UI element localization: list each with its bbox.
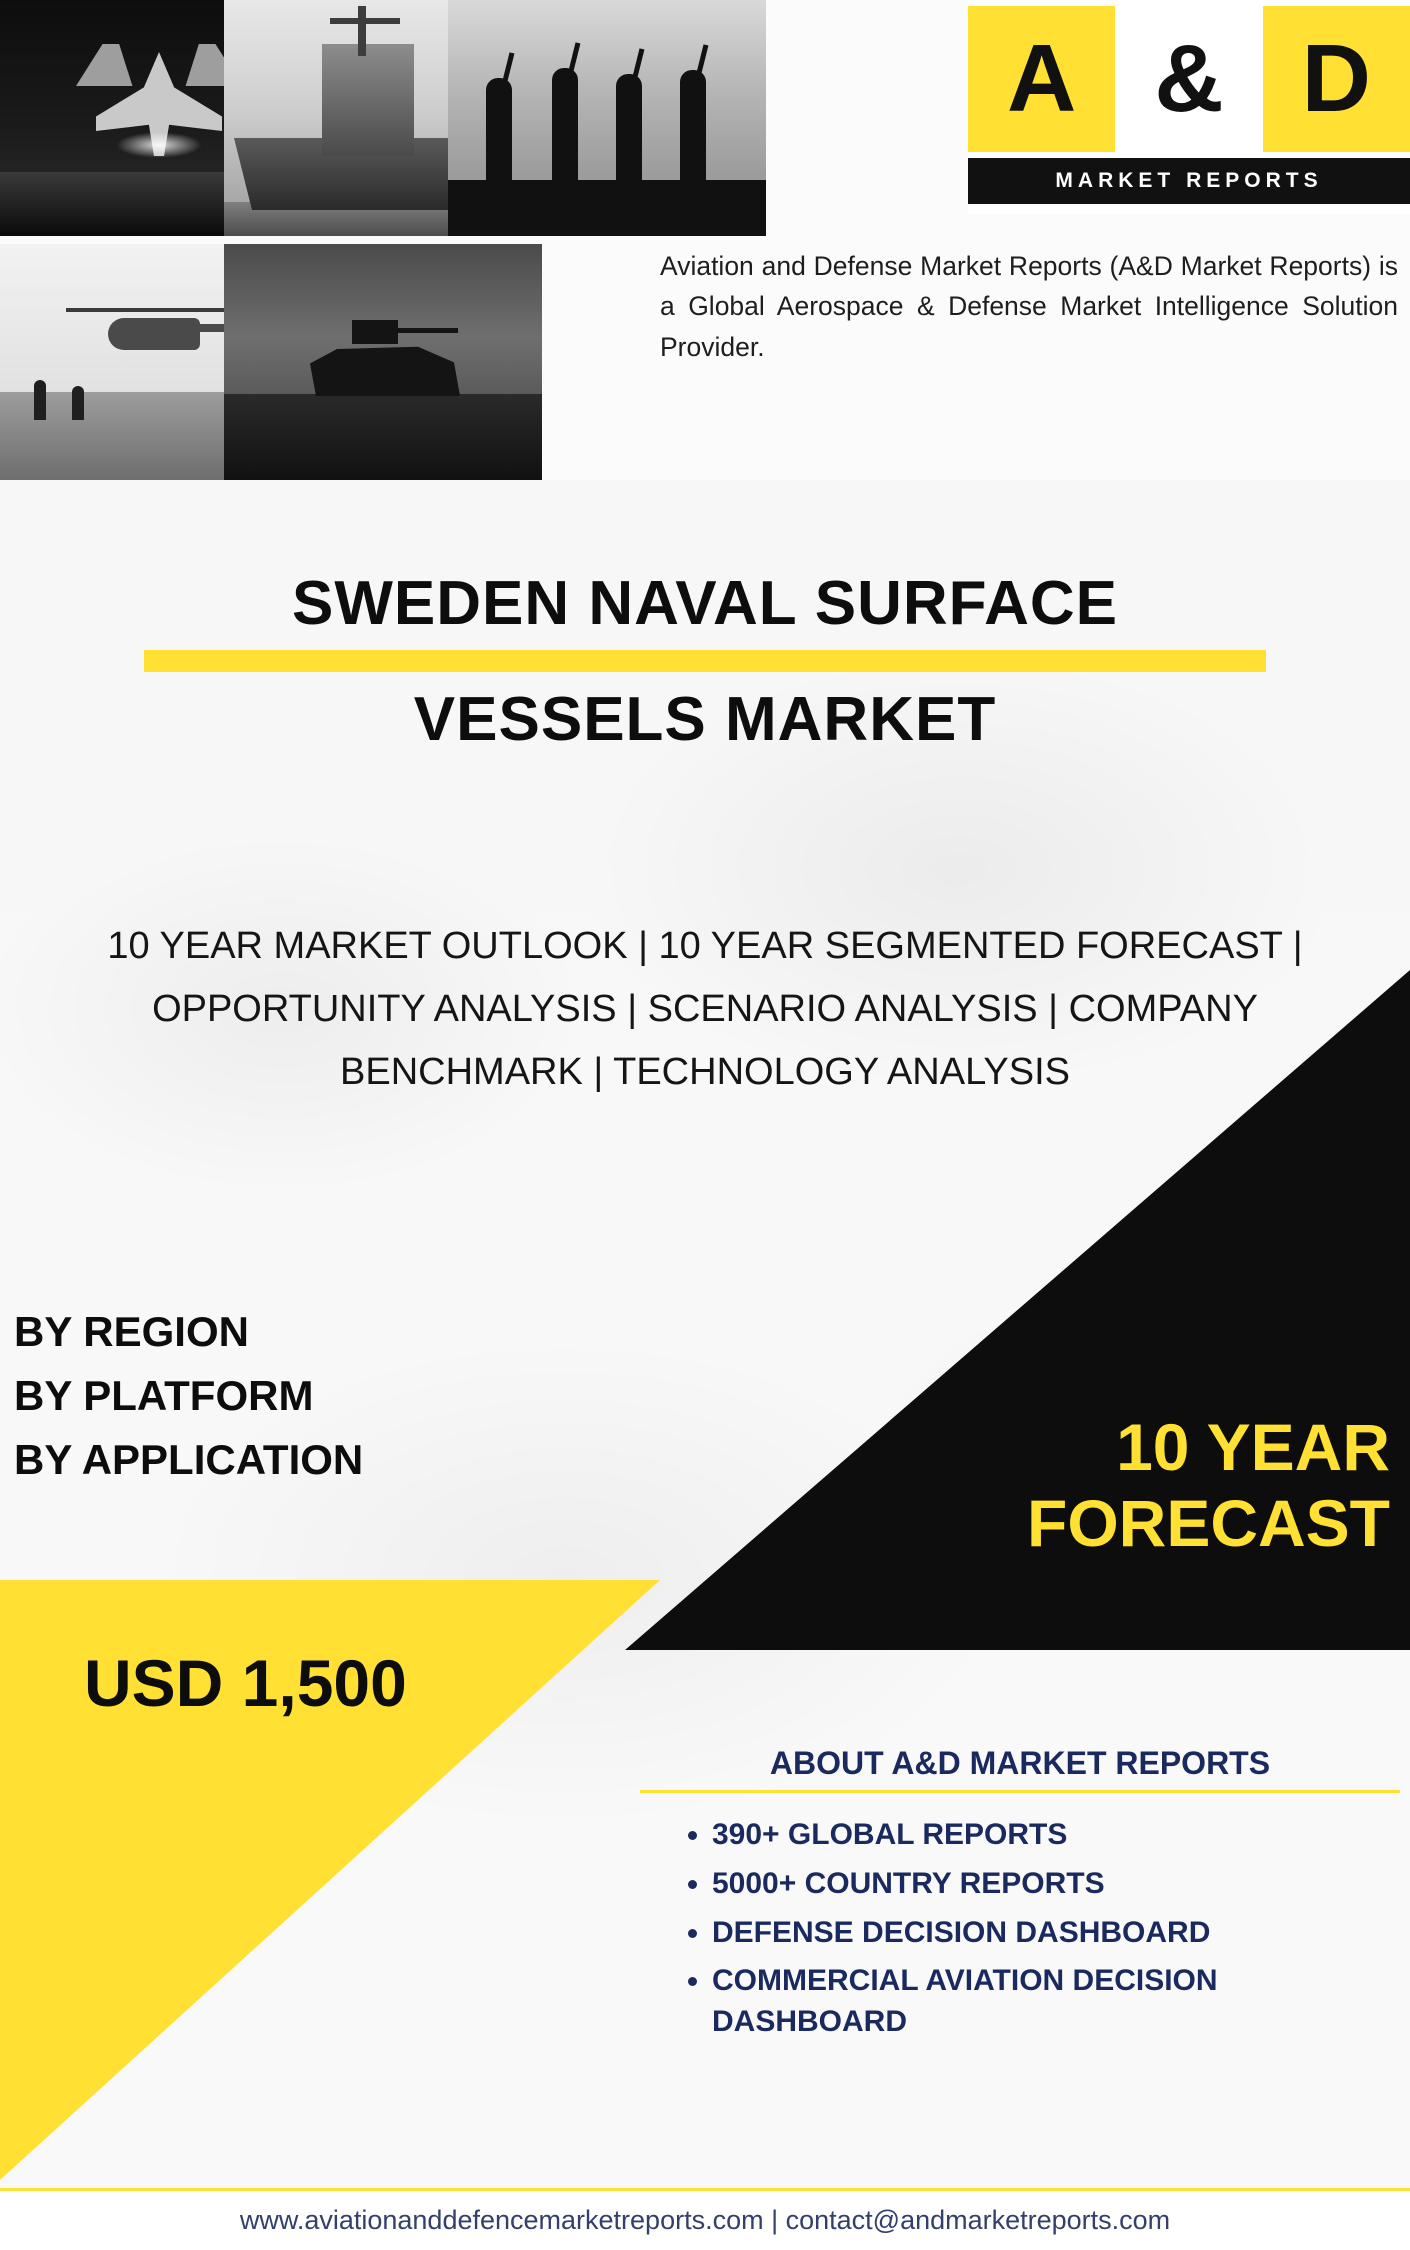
about-section: [640, 1745, 1400, 2051]
soldier-figure: [486, 78, 512, 188]
about-underline: [640, 1790, 1400, 1793]
company-intro-text: Aviation and Defense Market Reports (A&D Market Reports) is a Global Aerospace & Defense Market Intelligence Solution Provider.: [660, 251, 1398, 362]
forecast-badge: [670, 1410, 1390, 1562]
price-label: USD 1,500: [84, 1646, 407, 1720]
about-list-item: • COMMERCIAL AVIATION DECISION DASHBOARD: [712, 1961, 1400, 2043]
title-yellow-rule: [144, 650, 1266, 672]
about-list-item: • 390+ GLOBAL REPORTS: [712, 1815, 1400, 1856]
armored-vehicle-photo: [224, 244, 542, 480]
report-title: [0, 570, 1410, 754]
report-subtitle: 10 YEAR MARKET OUTLOOK | 10 YEAR SEGMENTED FORECAST | OPPORTUNITY ANALYSIS | SCENARIO ANALYSIS | COMPANY BENCHMARK | TECHNOLOGY ANALYSIS: [107, 925, 1303, 1094]
about-heading: ABOUT A&D MARKET REPORTS: [769, 1745, 1271, 1781]
soldiers-silhouette-photo: [448, 0, 766, 236]
soldier-figure: [552, 68, 578, 188]
ground-figure: [72, 386, 84, 420]
footer-contact-bar[interactable]: www.aviationanddefencemarketreports.com | contact@andmarketreports.com: [0, 2188, 1410, 2250]
segmentation-list: [14, 1300, 363, 1491]
about-list-item: • DEFENSE DECISION DASHBOARD: [712, 1913, 1400, 1954]
vehicle-ground: [224, 394, 542, 480]
vehicle-gun-barrel: [392, 328, 458, 333]
report-title-line-2: VESSELS MARKET: [413, 685, 997, 755]
logo-tagline: MARKET REPORTS: [968, 158, 1410, 204]
forecast-badge-line-2: FORECAST: [1027, 1485, 1390, 1560]
soldier-figure: [616, 74, 642, 188]
segmentation-item-region: BY REGION: [14, 1308, 249, 1355]
about-bullet-list: [712, 1815, 1400, 2043]
carrier-mast: [358, 6, 366, 56]
segmentation-item-application: BY APPLICATION: [14, 1435, 364, 1483]
brand-logo: [968, 0, 1410, 214]
segmentation-item-platform: BY PLATFORM: [14, 1371, 314, 1419]
carrier-island: [322, 44, 414, 156]
carrier-radar-boom: [330, 18, 400, 24]
soldiers-ground: [448, 180, 766, 236]
logo-letter-row: [968, 6, 1410, 152]
logo-letter-d: D: [1263, 6, 1410, 152]
forecast-badge-line-1: 10 YEAR: [1116, 1410, 1390, 1484]
about-list-item: • 5000+ COUNTRY REPORTS: [712, 1864, 1400, 1905]
ground-figure: [34, 380, 46, 420]
jet-afterburner-glow: [116, 132, 202, 158]
soldier-figure: [680, 70, 706, 188]
helicopter-body: [108, 318, 200, 350]
report-title-line-1: SWEDEN NAVAL SURFACE: [291, 569, 1119, 638]
logo-letter-a: A: [968, 6, 1115, 152]
logo-ampersand: &: [1115, 6, 1262, 152]
